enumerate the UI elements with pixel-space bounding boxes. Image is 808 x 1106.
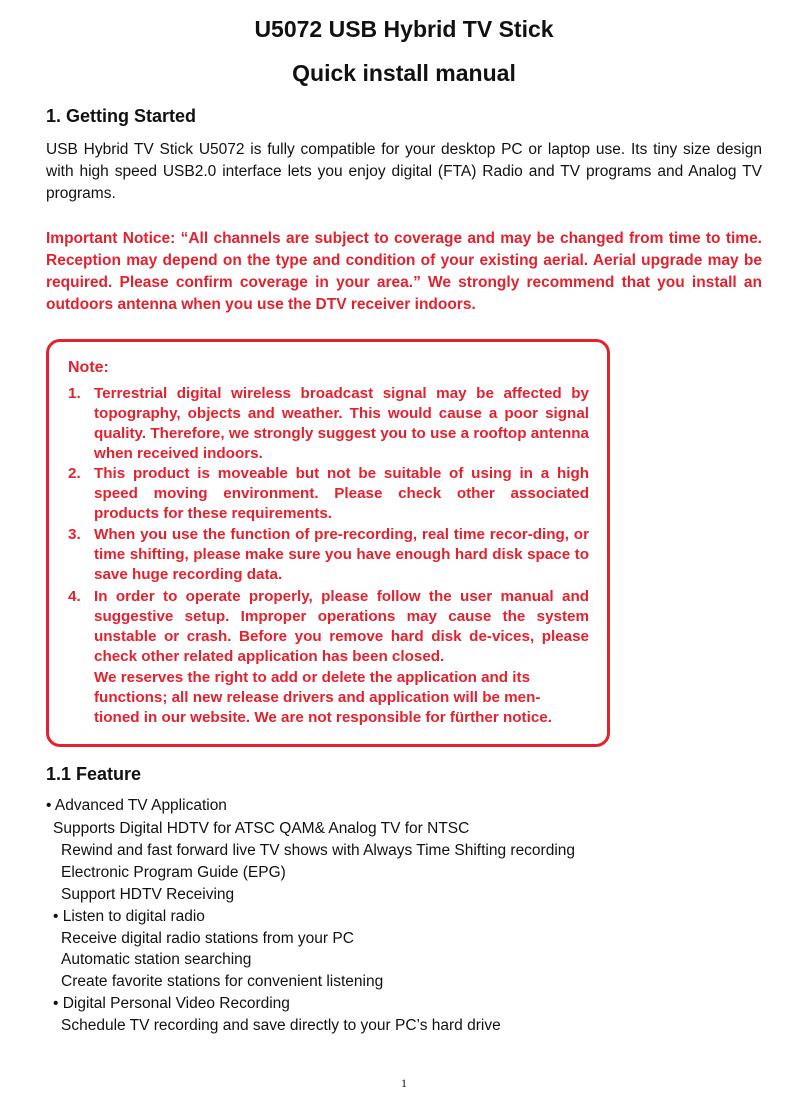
note-item-text: When you use the function of pre-recording, real time recor-ding, or time shifting, please make sure you have enough hard disk space to save huge recording data. [94, 526, 589, 583]
note-item-text: This product is moveable but not be suitable of using in a high speed moving environment. Please check other associated products for these requirements. [94, 465, 589, 522]
page-number: 1 [401, 1076, 407, 1090]
note-item-number: 2. [68, 465, 81, 482]
feature-line: Automatic station searching [61, 951, 252, 968]
note-item-text: In order to operate properly, please follow the user manual and suggestive setup. Improper operations may cause the system unstable or crash. Before you remove hard disk de-vices, please check other related application has been closed. [94, 588, 589, 665]
feature-bullet: • Listen to digital radio [53, 908, 205, 925]
note-item-text: Terrestrial digital wireless broadcast signal may be affected by topography, objects and weather. This would cause a poor signal quality. Therefore, we strongly suggest you to use a rooftop antenna when received indoors. [94, 385, 589, 462]
note-item-number: 4. [68, 588, 81, 605]
note-item-4 [68, 587, 589, 667]
note-item-number: 1. [68, 385, 81, 402]
note-disclaimer-line: We reserves the right to add or delete the application and its [94, 669, 531, 686]
note-item-number: 3. [68, 526, 81, 543]
note-disclaimer-line: functions; all new release drivers and application will be men- [94, 689, 541, 706]
feature-bullet: • Digital Personal Video Recording [53, 995, 290, 1012]
feature-line: Rewind and fast forward live TV shows with Always Time Shifting recording [61, 842, 576, 859]
intro-paragraph: USB Hybrid TV Stick U5072 is fully compatible for your desktop PC or laptop use. Its tiny size design with high speed USB2.0 interface lets you enjoy digital (FTA) Radio and TV programs and Analog TV programs. [46, 141, 762, 202]
important-notice: Important Notice: “All channels are subject to coverage and may be changed from time to time. Reception may depend on the type and condition of your existing aerial. Aerial upgrade may be required. Please confirm coverage in your area.” We strongly recommend that you install an outdoors antenna when you use the DTV receiver indoors. [46, 230, 762, 313]
feature-line: Create favorite stations for convenient listening [61, 973, 384, 990]
section-heading-feature: 1.1 Feature [46, 764, 142, 784]
feature-line: Supports Digital HDTV for ATSC QAM& Analog TV for NTSC [53, 820, 470, 837]
feature-line: Receive digital radio stations from your PC [61, 930, 354, 947]
document-title: U5072 USB Hybrid TV Stick [254, 16, 554, 42]
feature-line: Electronic Program Guide (EPG) [61, 864, 286, 881]
note-item-1 [68, 384, 589, 464]
feature-line: Support HDTV Receiving [61, 886, 235, 903]
feature-bullet: • Advanced TV Application [46, 797, 227, 814]
note-disclaimer-line: tioned in our website. We are not responsible for fürther notice. [94, 709, 552, 726]
document-subtitle: Quick install manual [292, 60, 516, 86]
note-item-3 [68, 525, 589, 585]
section-heading-getting-started: 1. Getting Started [46, 106, 197, 126]
feature-line: Schedule TV recording and save directly to your PC’s hard drive [61, 1017, 501, 1034]
note-item-2 [68, 464, 589, 524]
note-heading: Note: [68, 359, 109, 376]
